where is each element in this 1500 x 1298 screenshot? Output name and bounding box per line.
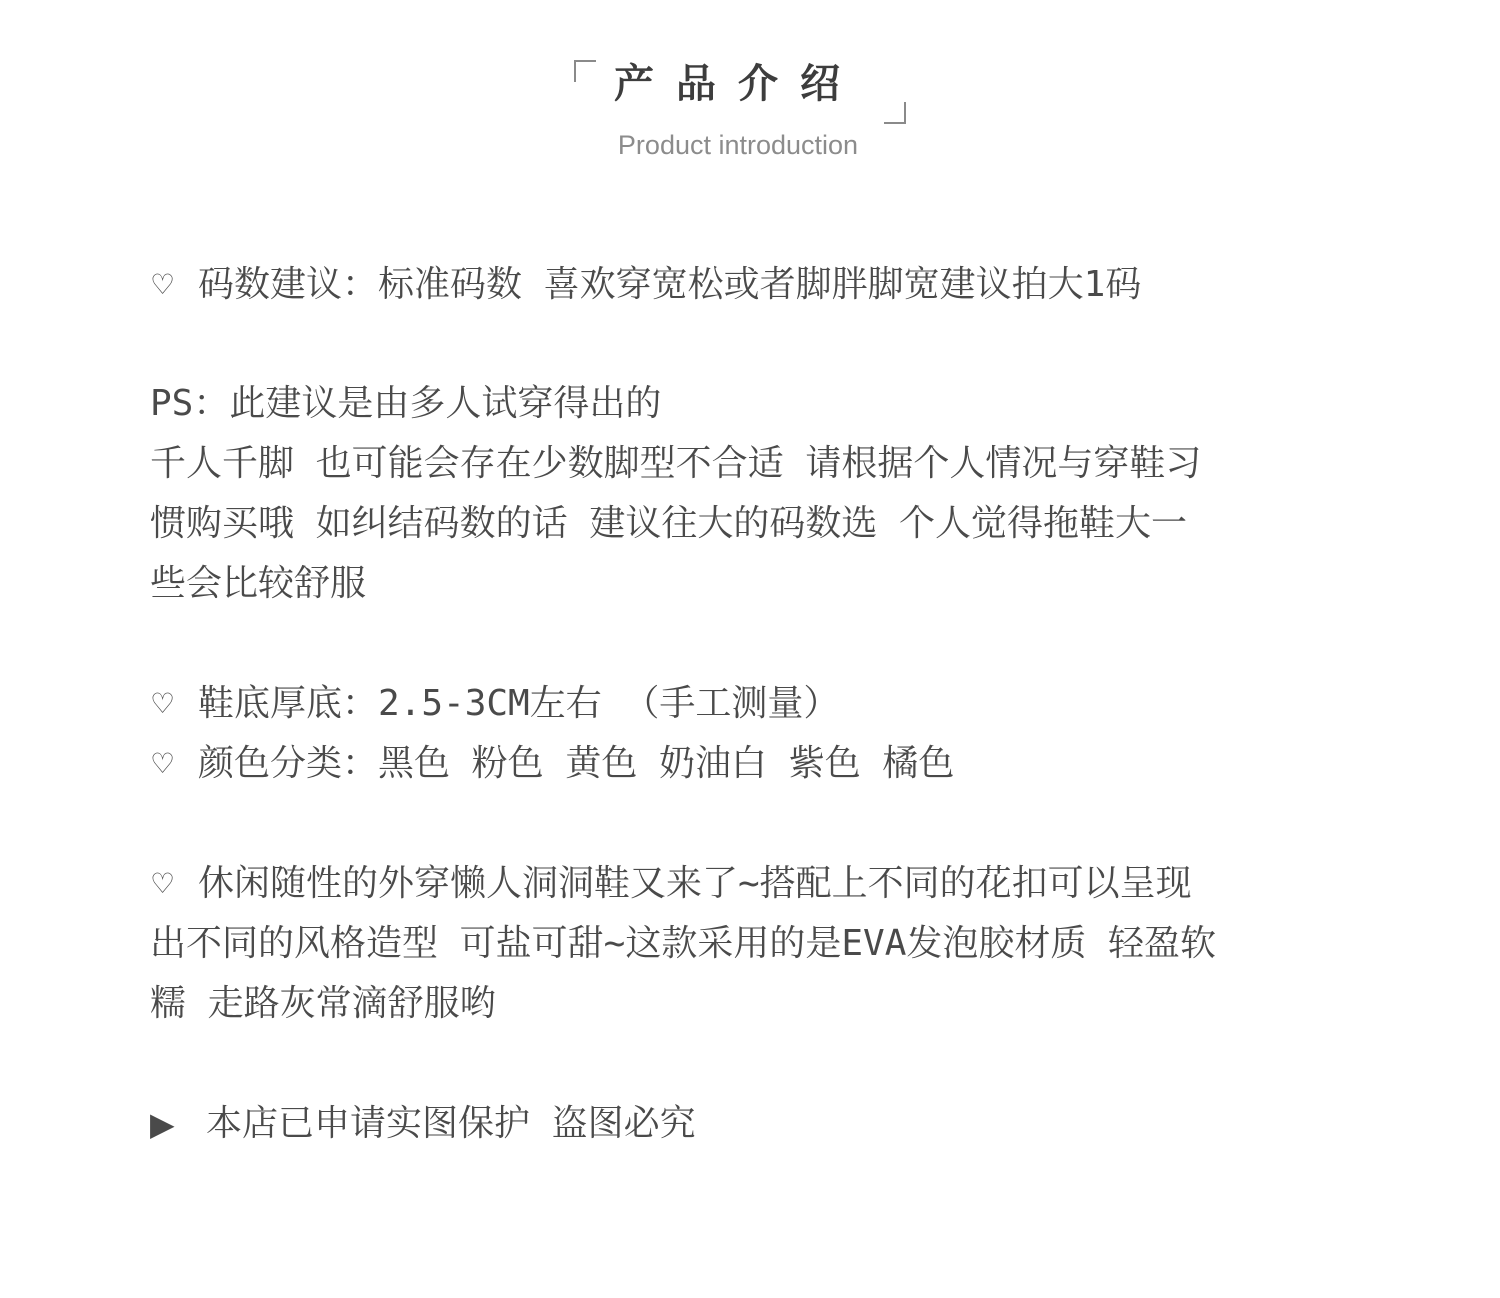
section-title: 产品介绍	[614, 61, 862, 107]
corner-bracket-right	[884, 102, 906, 124]
description-line-3: 糯 走路灰常滴舒服哟	[150, 983, 496, 1024]
description-line-2: 出不同的风格造型 可盐可甜~这款采用的是EVA发泡胶材质 轻盈软	[150, 923, 1217, 964]
corner-bracket-left	[574, 60, 596, 82]
size-advice-line	[150, 255, 1141, 315]
ps-line-3: 惯购买哦 如纠结码数的话 建议往大的码数选 个人觉得拖鞋大一	[150, 503, 1188, 544]
size-advice-text: 码数建议：标准码数 喜欢穿宽松或者脚胖脚宽建议拍大1码	[198, 264, 1142, 305]
copyright-notice-text: 本店已申请实图保护 盗图必究	[206, 1103, 696, 1144]
ps-line-4: 些会比较舒服	[150, 563, 367, 604]
section-subtitle: Product introduction	[617, 130, 859, 160]
color-options-text: 颜色分类：黑色 粉色 黄色 奶油白 紫色 橘色	[198, 743, 955, 784]
color-options-line	[150, 734, 954, 794]
heart-icon: ♡	[150, 687, 176, 720]
copyright-notice-line	[150, 1094, 696, 1154]
description-text-1: 休闲随性的外穿懒人洞洞鞋又来了~搭配上不同的花扣可以呈现	[198, 863, 1192, 904]
description-line-1	[150, 854, 1192, 914]
sole-thickness-line	[150, 674, 839, 734]
arrow-icon: ▶	[150, 1105, 175, 1143]
ps-line-2: 千人千脚 也可能会存在少数脚型不合适 请根据个人情况与穿鞋习	[150, 443, 1202, 484]
ps-line-1: PS：此建议是由多人试穿得出的	[150, 383, 662, 424]
sole-thickness-text: 鞋底厚底：2.5-3CM左右 （手工测量）	[198, 683, 840, 724]
heart-icon: ♡	[150, 747, 176, 780]
heart-icon: ♡	[150, 867, 176, 900]
heart-icon: ♡	[150, 268, 176, 301]
section-header	[0, 0, 1500, 200]
